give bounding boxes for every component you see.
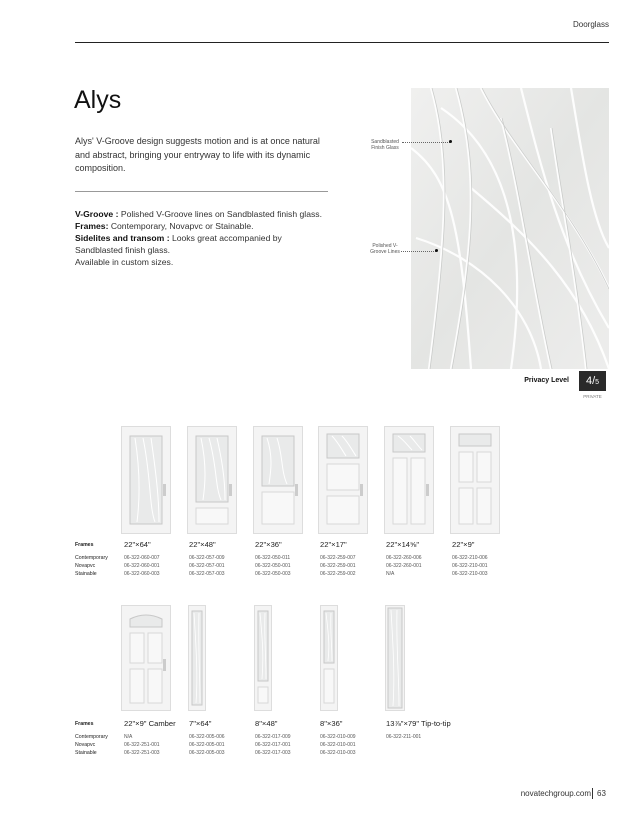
- row1-size: 22"×64": [124, 540, 151, 549]
- row1-code: 06-322-260-006: [386, 555, 422, 561]
- door-22x17: [318, 426, 368, 534]
- callout-sandblasted: Sandblasted Finish Glass: [371, 139, 399, 151]
- row2-code: 06-322-005-001: [189, 742, 225, 748]
- row2-size: 8"×48": [255, 719, 278, 728]
- row2-code: 06-322-211-001: [386, 734, 422, 740]
- product-description: Alys' V-Groove design suggests motion and is at once natural and abstract, bringing your entryway to life with its dynamic composition.: [75, 136, 320, 173]
- row2-code: 06-322-005-003: [189, 750, 225, 756]
- row1-code: 06-322-057-003: [189, 571, 225, 577]
- row1-size: 22"×48": [189, 540, 216, 549]
- row1-code: 06-322-260-001: [386, 563, 422, 569]
- row1-code: 06-322-259-007: [320, 555, 356, 561]
- row2-label-frames: Frames: [75, 721, 94, 727]
- privacy-level-label: Privacy Level: [524, 377, 569, 384]
- door-22x9-camber: [121, 605, 171, 711]
- row2-label-novapvc: Novapvc: [75, 742, 96, 748]
- row1-code: 06-322-060-007: [124, 555, 160, 561]
- row1-label-contemporary: Contemporary: [75, 555, 108, 561]
- privacy-level-badge: 4/5: [579, 371, 606, 391]
- callout-polished: Polished V-Groove Lines: [370, 243, 400, 255]
- row2-code: 06-322-010-001: [320, 742, 356, 748]
- page-title: Alys: [74, 86, 122, 114]
- door-22x36: [253, 426, 303, 534]
- row1-code: 06-322-050-003: [255, 571, 291, 577]
- row2-code: 06-322-010-003: [320, 750, 356, 756]
- top-divider: [75, 42, 609, 43]
- row1-code: 06-322-057-001: [189, 563, 225, 569]
- spec-custom: Available in custom sizes.: [75, 257, 174, 267]
- row1-size: 22"×36": [255, 540, 282, 549]
- spec-sidelites: Sidelites and transom : Looks great accompanied by Sandblasted finish glass.: [75, 233, 282, 255]
- sidelite-13-7-8x79: [385, 605, 405, 711]
- row2-label-stainable: Stainable: [75, 750, 97, 756]
- footer-url: novatechgroup.com: [520, 789, 591, 798]
- row1-code: 06-322-050-011: [255, 555, 291, 561]
- row1-code: 06-322-060-001: [124, 563, 160, 569]
- spec-frames: Frames: Contemporary, Novapvc or Stainable.: [75, 221, 254, 231]
- row1-code: 06-322-259-002: [320, 571, 356, 577]
- row2-size: 13⅞"×79" Tip-to-tip: [386, 719, 451, 728]
- door-22x9: [450, 426, 500, 534]
- row1-code: 06-322-060-003: [124, 571, 160, 577]
- callout-polished-leader: [401, 251, 436, 252]
- section-divider: [75, 191, 328, 192]
- sidelite-7x64: [188, 605, 206, 711]
- spec-vgroove: V-Groove : Polished V-Groove lines on Sandblasted finish glass.: [75, 209, 322, 219]
- row1-code: N/A: [386, 571, 395, 577]
- row2-label-contemporary: Contemporary: [75, 734, 108, 740]
- row1-label-frames: Frames: [75, 542, 94, 548]
- row2-code: 06-322-017-001: [255, 742, 291, 748]
- row1-label-stainable: Stainable: [75, 571, 97, 577]
- row1-code: 06-322-050-001: [255, 563, 291, 569]
- sidelite-8x36: [320, 605, 338, 711]
- row1-label-novapvc: Novapvc: [75, 563, 96, 569]
- door-22x48: [187, 426, 237, 534]
- page-number: 63: [597, 789, 606, 798]
- row1-code: 06-322-210-006: [452, 555, 488, 561]
- door-22x64: [121, 426, 171, 534]
- row2-code: 06-322-005-006: [189, 734, 225, 740]
- row2-code: 06-322-017-009: [255, 734, 291, 740]
- row2-size: 22"×9" Camber: [124, 719, 176, 728]
- product-specs: [75, 208, 330, 268]
- privacy-level-sublabel: PRIVATE: [583, 394, 602, 399]
- row1-code: 06-322-210-001: [452, 563, 488, 569]
- door-22x14-5-8: [384, 426, 434, 534]
- row2-code: 06-322-017-003: [255, 750, 291, 756]
- callout-sandblasted-dot: [449, 140, 452, 143]
- row1-size: 22"×9": [452, 540, 475, 549]
- glass-photo: [411, 88, 609, 369]
- row1-code: 06-322-210-003: [452, 571, 488, 577]
- row2-code: N/A: [124, 734, 133, 740]
- row1-size: 22"×17": [320, 540, 347, 549]
- row2-code: 06-322-010-009: [320, 734, 356, 740]
- row2-size: 8"×36": [320, 719, 343, 728]
- row2-code: 06-322-251-001: [124, 742, 160, 748]
- section-label: Doorglass: [572, 20, 609, 29]
- row2-size: 7"×64": [189, 719, 212, 728]
- callout-sandblasted-leader: [402, 142, 450, 143]
- row1-code: 06-322-057-009: [189, 555, 225, 561]
- callout-polished-dot: [435, 249, 438, 252]
- footer-separator: [592, 788, 593, 799]
- sidelite-8x48: [254, 605, 272, 711]
- row2-code: 06-322-251-003: [124, 750, 160, 756]
- row1-code: 06-322-259-001: [320, 563, 356, 569]
- row1-size: 22"×14⅝": [386, 540, 420, 549]
